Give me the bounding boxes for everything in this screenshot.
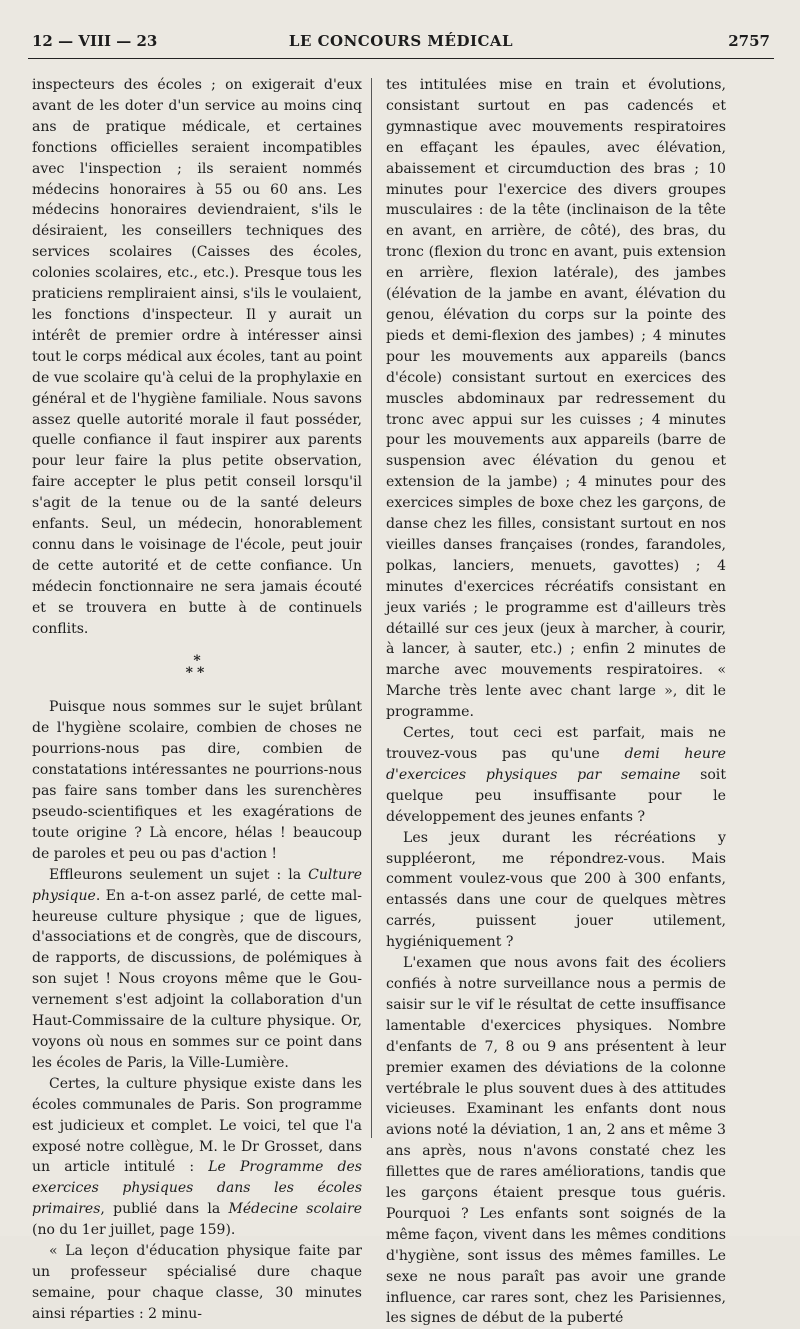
article-title: Le Programme des exercices physiques dans les écoles primaires <box>32 1159 362 1218</box>
issue-date: 12 — VIII — 23 <box>32 32 158 50</box>
right-column <box>386 75 726 1329</box>
paragraph <box>386 723 726 828</box>
text-run: soit quelque peu insuffisante pour le développement des jeunes enfants ? <box>386 766 726 825</box>
text-run: Certes, la culture physique existe dans les écoles communales de Paris. Son programme est judicieux et complet. Le voici, tel que l'a exposé notre collègue, M. le Dr Grosset, dans un article intitulé : <box>32 1075 362 1176</box>
asterism-top: * <box>193 653 201 670</box>
left-column <box>32 75 362 1325</box>
italic-term: Culture physique <box>32 866 362 904</box>
journal-title: LE CONCOURS MÉDICAL <box>288 32 514 50</box>
page-number: 2757 <box>728 32 770 50</box>
paragraph <box>32 1074 362 1241</box>
column-divider <box>371 78 372 1138</box>
page-header <box>32 32 770 58</box>
text-run: Effleurons seulement un sujet : la <box>49 866 309 883</box>
text-run: (no du 1er juillet, page 159). <box>32 1222 236 1239</box>
paragraph: Les jeux durant les récréations y suppléeront, me répondrez-vous. Mais comment voulez-vous que 200 à 300 enfants, entassés dans une cour de quelques mètres carrés, puissent jouer utilement, hygiéniquement ? <box>386 829 726 951</box>
paragraph: tes intitulées mise en train et évolutions, consistant surtout en pas cadencés et gymnastique avec mouvements respiratoires en effaçant les épaules, avec élévation, abaissement et circumduction des bras ; 10 minutes pour l'exercice des divers groupes musculaires : de la tête (inclinaison de la tête en avant, en arrière, de côté), des bras, du tronc (flexion du tronc en avant, puis extension en arrière, flexion latérale), des jambes (élévation de la jambe en avant, élévation du genou, élévation du corps sur la pointe des pieds et demi-flexion des jambes) ; 4 minutes pour les mouvements aux appareils (bancs d'école) consistant surtout en exercices des muscles abdominaux par redressement du tronc avec appui sur les cuisses ; 4 minutes pour les mouvements aux appareils (barre de suspension avec élévation du genou et extension de la jambe) ; 4 minutes pour des exercices simples de boxe chez les garçons, de danse chez les filles, consistant surtout en nos vieilles danses françaises (rondes, farandoles, polkas, lanciers, menuets, gavottes) ; 4 minutes d'exercices récréatifs consistant en jeux variés ; le programme est d'ailleurs très détaillé sur ces jeux (jeux à marcher, à courir, à lancer, à sauter, etc.) ; enfin 2 minutes de marche avec mouvements respiratoires. « Marche très lente avec chant large », dit le programme. <box>386 77 726 721</box>
asterism-bottom: ** <box>185 665 209 682</box>
section-separator <box>32 653 362 682</box>
header-rule <box>28 58 774 59</box>
paragraph: L'examen que nous avons fait des écoliers confiés à notre surveillance nous a permis de saisir sur le vif le résultat de cette insuffisance lamentable d'exercices physiques. Nombre d'enfants de 7, 8 ou 9 ans présentent à leur premier examen des déviations de la colonne vertébrale le plus souvent dues à des attitudes vicieuses. Examinant les enfants dont nous avions noté la déviation, 1 an, 2 ans et même 3 ans après, nous n'avons constaté chez les fillettes que de rares améliorations, tandis que les garçons étaient presque tous guéris. Pourquoi ? Les enfants sont soignés de la même façon, vivent dans les mêmes conditions d'hygiène, sont issus des mêmes familles. Le sexe ne nous paraît pas avoir une grande influence, car rares sont, chez les Parisiennes, les signes de début de la puberté <box>386 955 726 1327</box>
paragraph <box>32 865 362 1074</box>
text-run: , publié dans la <box>100 1201 229 1218</box>
paragraph: Puisque nous sommes sur le sujet brûlant de l'hygiène scolaire, combien de choses ne pourrions-nous pas dire, combien de constatations intéressantes ne pourrions-nous pas faire sans tomber dans les surenchères pseudo-scientifiques et les exagérations de toute origine ? Là encore, hélas ! beaucoup de paroles et peu ou pas d'action ! <box>32 699 362 862</box>
paragraph: « La leçon d'éducation physique faite par un professeur spécialisé dure chaque semaine, pour chaque classe, 30 minutes ainsi réparties : 2 minu- <box>32 1243 362 1322</box>
italic-phrase: demi heure d'exercices physiques par semaine <box>386 746 726 783</box>
journal-reference: Médecine scolaire <box>228 1201 363 1218</box>
text-run: . En a-t-on assez parlé, de cette malheureuse culture physique ; que de ligues, d'associations et de congrès, que de discours, de rapports, de discussions, de polémiques à son sujet ! Nous croyons même que le Gouvernement s'est adjoint la collaboration d'un Haut-Commissaire de la culture physique. Or, voyons où nous en sommes sur ce point dans les écoles de Paris, la Ville-Lumière. <box>32 887 362 1071</box>
paragraph: inspecteurs des écoles ; on exigerait d'eux avant de les doter d'un service au moins cinq ans de pratique médicale, et certaines fonctions officielles seraient incompatibles avec l'inspection ; ils seraient nommés médecins honoraires à 55 ou 60 ans. Les médecins honoraires deviendraient, s'ils le désiraient, les conseillers techniques des services scolaires (Caisses des écoles, colonies scolaires, etc., etc.). Presque tous les praticiens rempliraient ainsi, s'ils le voulaient, les fonctions d'inspecteur. Il y aurait un intérêt de premier ordre à intéresser ainsi tout le corps médical aux écoles, tant au point de vue scolaire qu'à celui de la prophylaxie en général et de l'hygiène familiale. Nous savons assez quelle autorité morale il faut posséder, quelle confiance il faut inspirer aux parents pour leur faire la plus petite observation, faire accepter le plus petit conseil lorsqu'il s'agit de la tenue ou de la santé deleurs enfants. Seul, un médecin, honorablement connu dans le voisinage de l'école, peut jouir de cette autorité et de cette confiance. Un médecin fonctionnaire ne sera jamais écouté et se trouvera en butte à de continuels conflits. <box>32 77 362 637</box>
text-run: Certes, tout ceci est parfait, mais ne trouvez-vous pas qu'une <box>386 725 726 762</box>
